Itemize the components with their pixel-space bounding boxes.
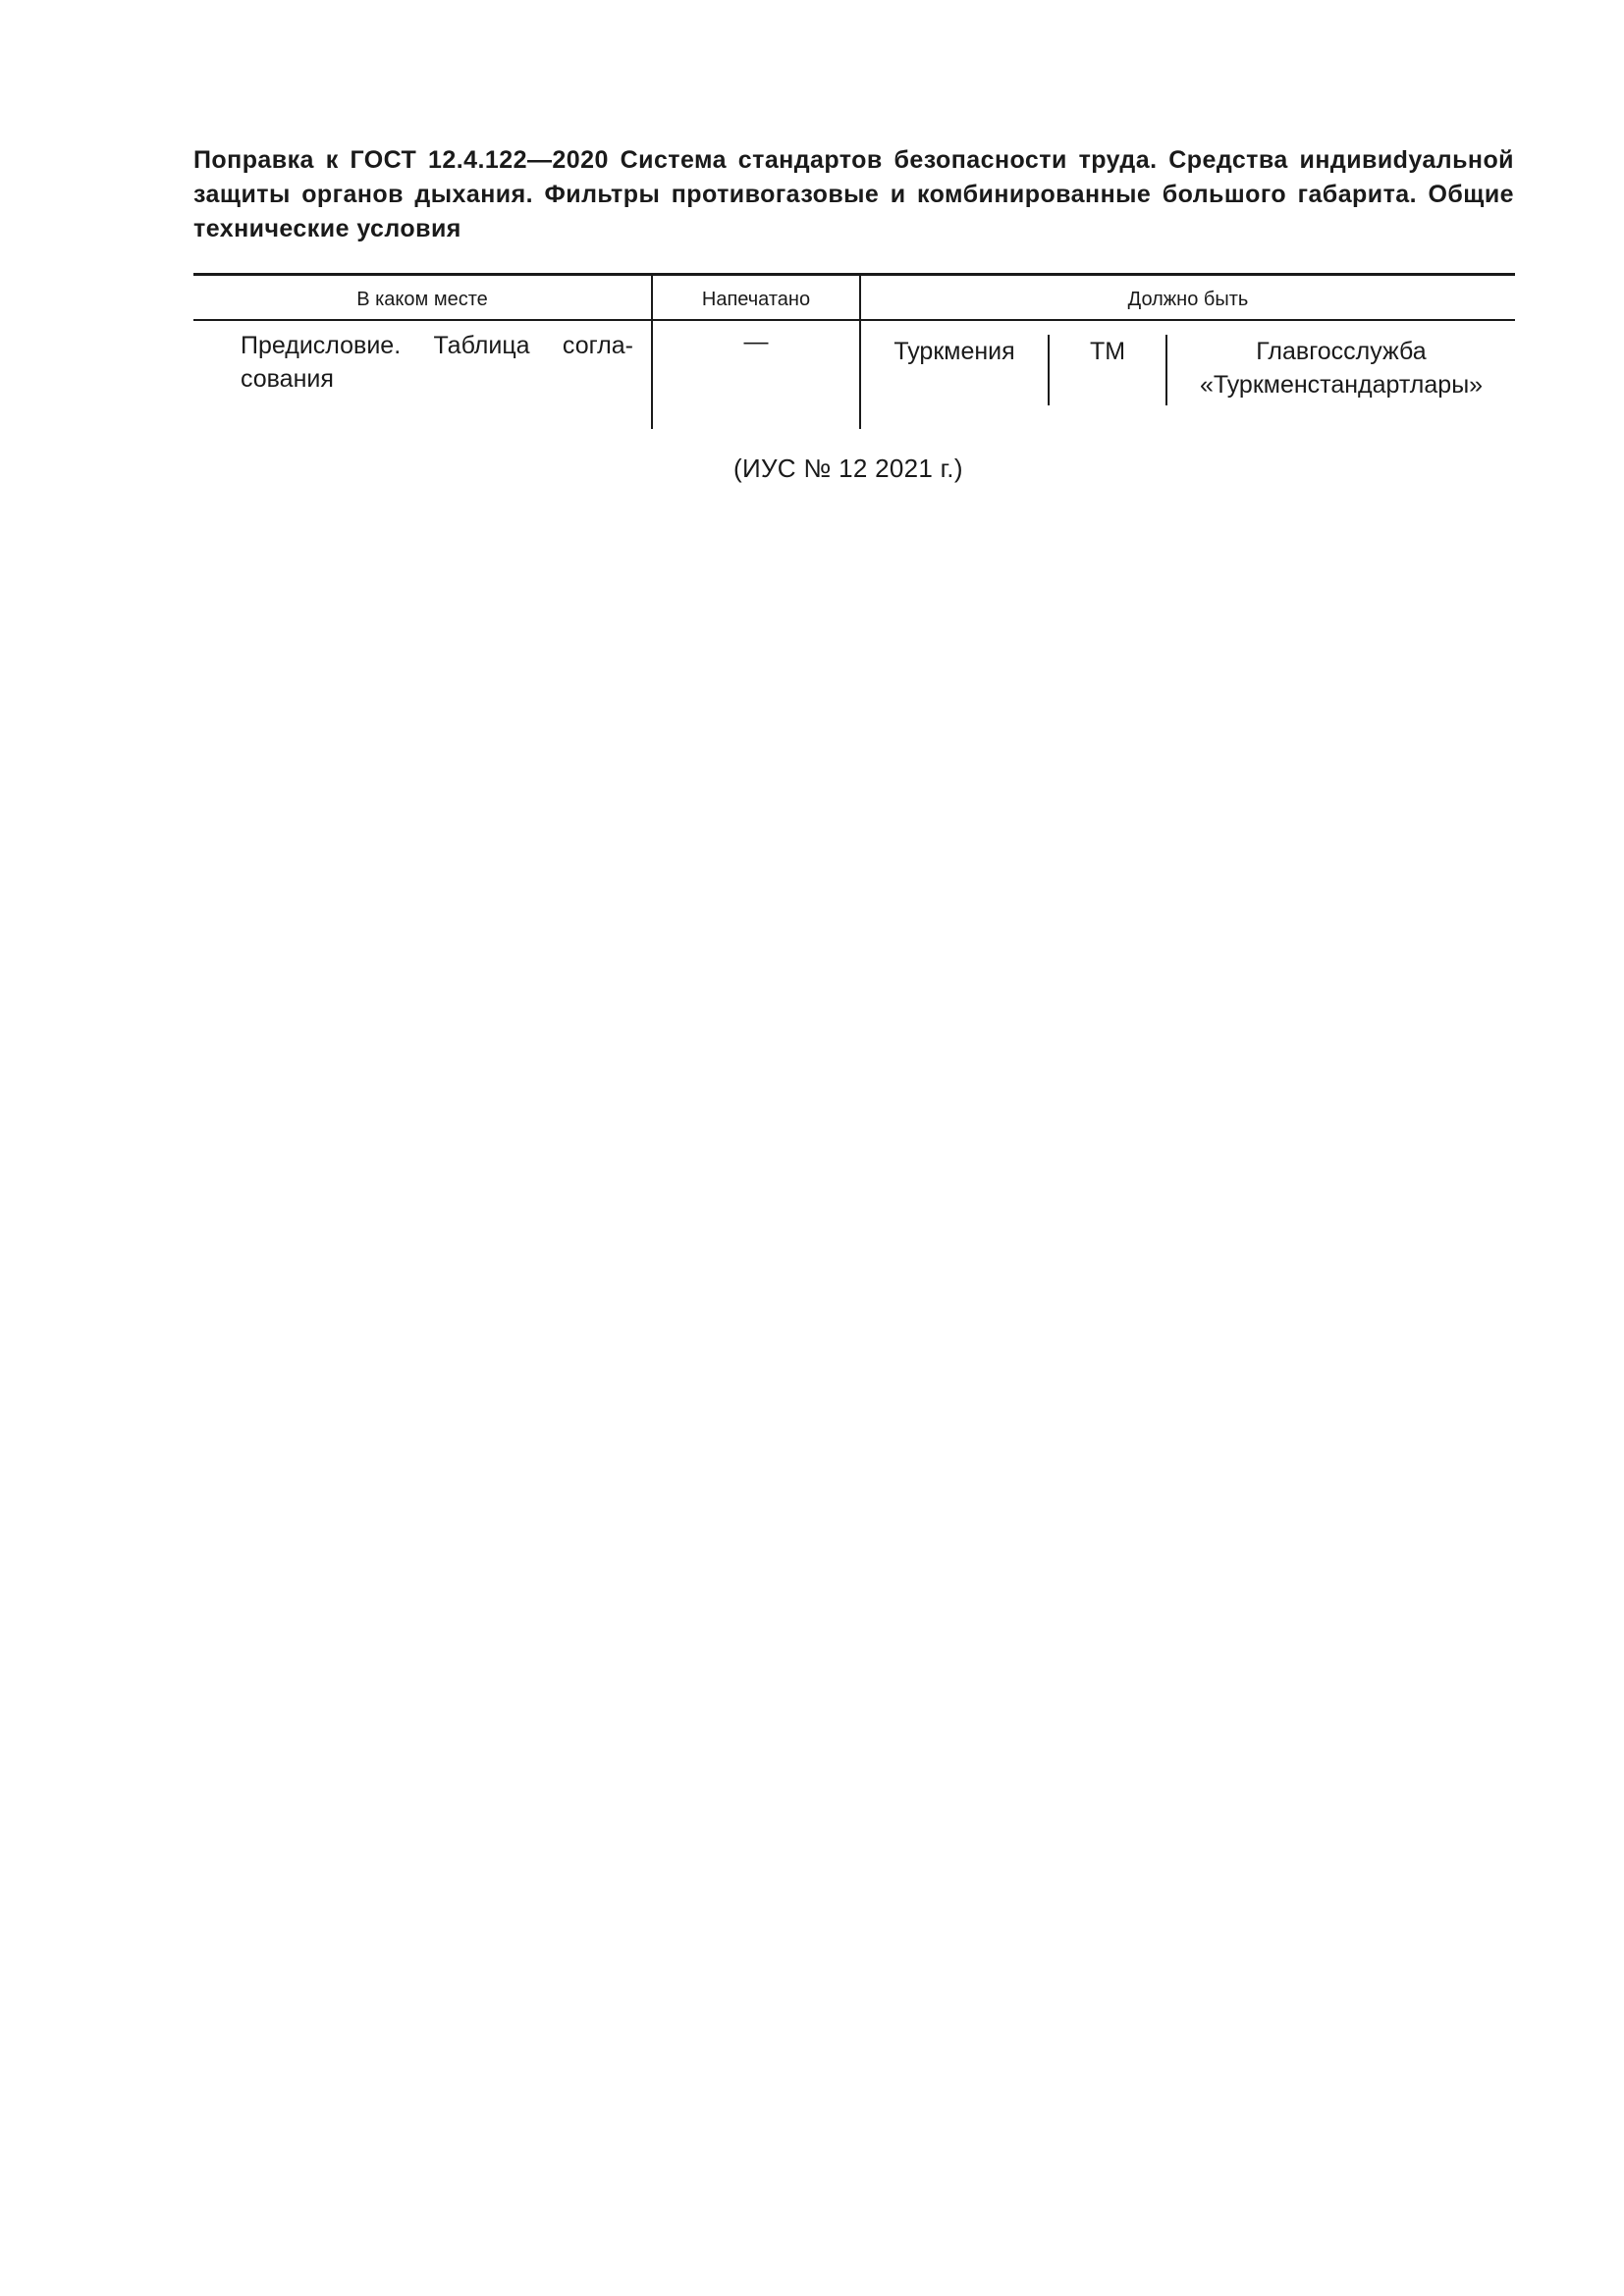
amendment-table-wrapper xyxy=(193,273,1515,429)
header-should-be: Должно быть xyxy=(860,275,1515,321)
amendment-table xyxy=(193,273,1515,429)
should-be-subtable xyxy=(861,335,1515,405)
cell-place-text: Предисловие. Таблица согласования xyxy=(241,332,633,393)
cell-printed: — xyxy=(652,320,860,429)
table-row xyxy=(193,320,1515,429)
document-title: Поправка к ГОСТ 12.4.122—2020 Система стандартов безопасности труда. Средства индивиdуальной защиты органов дыхания. Фильтры противогазовые и комбинированные большого габарита. Общие технические условия xyxy=(193,146,1514,242)
source-reference: (ИУС № 12 2021 г.) xyxy=(733,454,963,483)
authority-line-1: Главгосслужба xyxy=(1256,338,1427,365)
cell-should-be xyxy=(860,320,1515,429)
should-be-authority xyxy=(1165,335,1515,405)
authority-line-2: «Туркменстандартлары» xyxy=(1199,371,1484,399)
should-be-code: ТМ xyxy=(1048,335,1165,405)
header-place: В каком месте xyxy=(193,275,652,321)
table-header-row xyxy=(193,275,1515,321)
should-be-country: Туркмения xyxy=(893,338,1015,365)
cell-place xyxy=(193,320,652,429)
header-printed: Напечатано xyxy=(652,275,860,321)
